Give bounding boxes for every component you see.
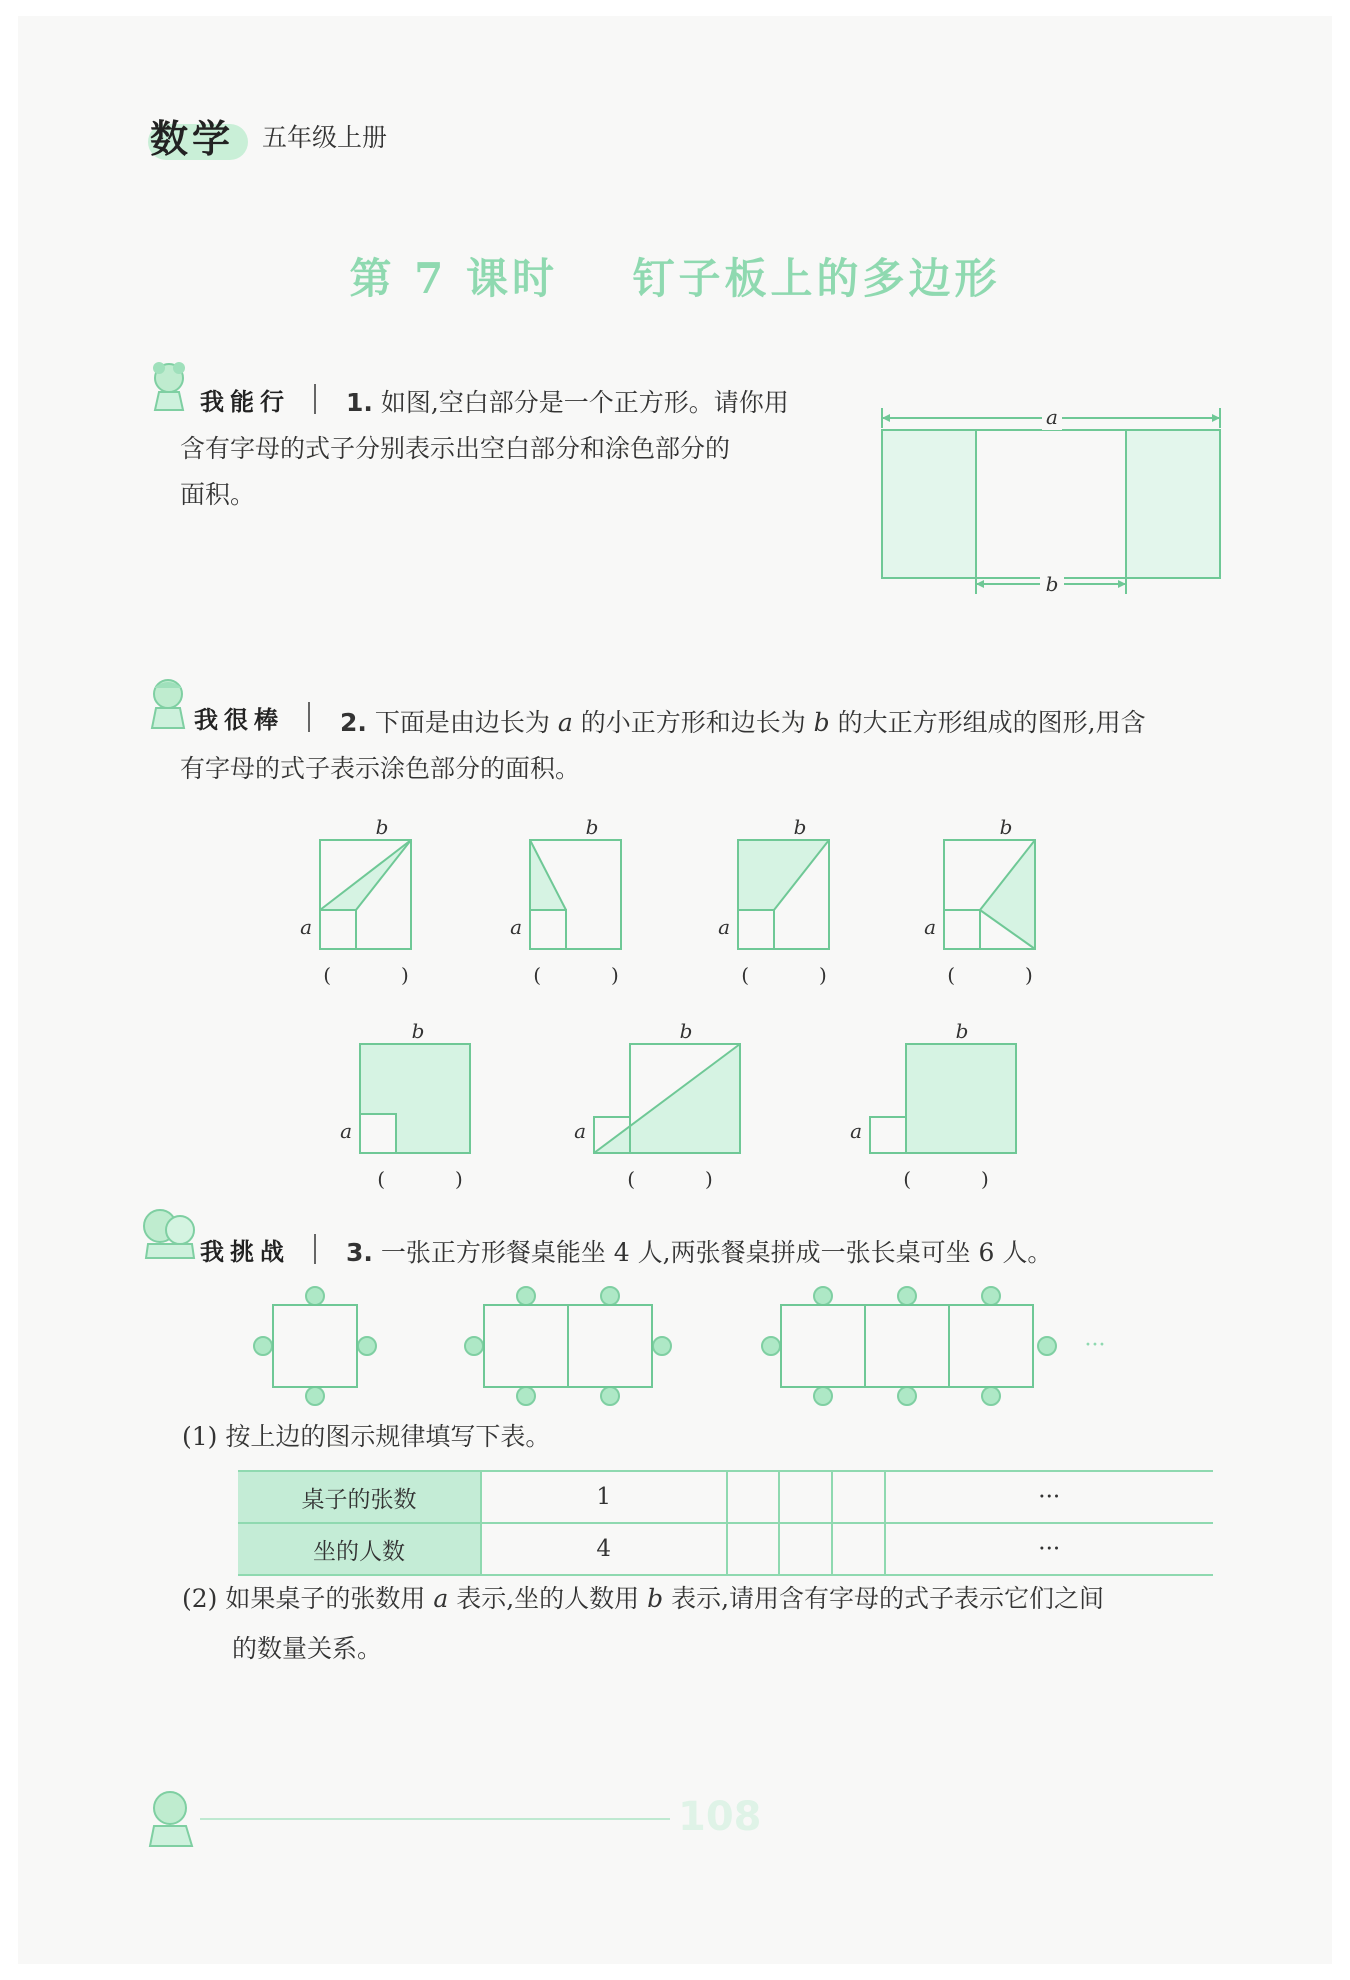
q3-sub2-line2: 的数量关系。 xyxy=(232,1634,383,1663)
table-cell: ··· xyxy=(885,1471,1213,1523)
answer-blank: ( ) xyxy=(741,963,827,987)
lesson-title: 第 7 课时 钉子板上的多边形 xyxy=(349,254,1001,303)
left-shaded-strip xyxy=(882,430,976,578)
q2-figure-6 xyxy=(570,1014,770,1194)
double-table-left xyxy=(484,1305,568,1387)
kids-mascot-icon xyxy=(138,1200,200,1262)
q2-figure-1 xyxy=(296,810,456,990)
footer-rule xyxy=(200,1818,670,1820)
q2-text-part: 的大正方形组成的图形,用含 xyxy=(837,708,1146,737)
q2-var-b: b xyxy=(813,708,830,737)
label-b: b xyxy=(955,1019,969,1043)
table-cell[interactable] xyxy=(727,1523,780,1575)
page-number: 108 xyxy=(678,1794,762,1840)
seating-table xyxy=(238,1470,1213,1576)
label-a: a xyxy=(850,1119,862,1143)
q1-figure xyxy=(870,398,1230,608)
badge-challenge: 我挑战 xyxy=(200,1238,290,1266)
answer-blank: ( ) xyxy=(323,963,409,987)
q2-text-part: 的小正方形和边长为 xyxy=(580,708,806,737)
table-seating-diagram xyxy=(240,1276,1120,1416)
q3-sub2-line1 xyxy=(182,1576,1104,1622)
label-b: b xyxy=(585,815,599,839)
q3-line1 xyxy=(346,1230,1052,1276)
badge-divider xyxy=(314,384,316,414)
label-b: b xyxy=(411,1019,425,1043)
label-a: a xyxy=(340,1119,352,1143)
double-table-right xyxy=(568,1305,652,1387)
footer-mascot-icon xyxy=(140,1786,206,1852)
q3-sub1: (1) 按上边的图示规律填写下表。 xyxy=(182,1422,551,1451)
label-a: a xyxy=(924,915,936,939)
page-background xyxy=(18,16,1332,1964)
q2-figure-2 xyxy=(506,810,666,990)
triple-table-1 xyxy=(781,1305,865,1387)
badge-i-can: 我能行 xyxy=(200,388,290,416)
q1-text-line2: 含有字母的式子分别表示出空白部分和涂色部分的 xyxy=(180,434,731,463)
label-b: b xyxy=(375,815,389,839)
q2-var-a: a xyxy=(557,708,573,737)
q2-figure-5 xyxy=(336,1014,496,1194)
boy-mascot-icon xyxy=(142,676,196,736)
table-cell[interactable] xyxy=(779,1523,832,1575)
label-a: a xyxy=(510,915,522,939)
q3-text: 一张正方形餐桌能坐 4 人,两张餐桌拼成一张长桌可坐 6 人。 xyxy=(380,1238,1053,1267)
single-table xyxy=(273,1305,357,1387)
answer-blank: ( ) xyxy=(533,963,619,987)
q3-sub2-text: 表示,请用含有字母的式子表示它们之间 xyxy=(671,1584,1105,1613)
triple-table-3 xyxy=(949,1305,1033,1387)
badge-great: 我很棒 xyxy=(194,706,284,734)
table-cell[interactable] xyxy=(779,1471,832,1523)
subject-title: 数学 xyxy=(150,117,235,161)
table-row xyxy=(238,1523,1213,1575)
row-header: 桌子的张数 xyxy=(238,1471,481,1523)
q2-line1 xyxy=(340,700,1146,746)
q2-number: 2. xyxy=(340,708,367,737)
answer-blank: ( ) xyxy=(903,1167,989,1191)
table-cell[interactable] xyxy=(832,1523,885,1575)
label-b: b xyxy=(679,1019,693,1043)
girl-mascot-icon xyxy=(145,358,199,418)
blank-square xyxy=(976,430,1126,578)
label-b: b xyxy=(793,815,807,839)
table-cell[interactable] xyxy=(832,1471,885,1523)
q1-text-line1: 如图,空白部分是一个正方形。请你用 xyxy=(380,388,789,417)
label-a: a xyxy=(1046,405,1058,429)
label-a: a xyxy=(574,1119,586,1143)
label-a: a xyxy=(718,915,730,939)
triple-table-2 xyxy=(865,1305,949,1387)
row-header: 坐的人数 xyxy=(238,1523,481,1575)
answer-blank: ( ) xyxy=(947,963,1033,987)
q3-var-b: b xyxy=(647,1584,664,1613)
q1-line1 xyxy=(346,380,866,426)
label-b: b xyxy=(999,815,1013,839)
table-cell: 1 xyxy=(481,1471,727,1523)
q1-number: 1. xyxy=(346,388,373,417)
q1-text-line3: 面积。 xyxy=(180,480,256,509)
answer-blank: ( ) xyxy=(627,1167,713,1191)
right-shaded-strip xyxy=(1126,430,1220,578)
badge-divider xyxy=(314,1234,316,1264)
answer-blank: ( ) xyxy=(377,1167,463,1191)
label-a: a xyxy=(300,915,312,939)
q3-number: 3. xyxy=(346,1238,373,1267)
q2-text-line2: 有字母的式子表示涂色部分的面积。 xyxy=(180,754,581,783)
q2-text-part: 下面是由边长为 xyxy=(374,708,550,737)
table-row xyxy=(238,1471,1213,1523)
table-cell: 4 xyxy=(481,1523,727,1575)
q3-sub2-text: 表示,坐的人数用 xyxy=(456,1584,640,1613)
q2-figure-4 xyxy=(920,810,1080,990)
diagram-ellipsis: ··· xyxy=(1084,1333,1106,1358)
table-cell[interactable] xyxy=(727,1471,780,1523)
table-cell: ··· xyxy=(885,1523,1213,1575)
q2-figure-7 xyxy=(846,1014,1046,1194)
badge-divider xyxy=(308,702,310,732)
q3-sub2-text: (2) 如果桌子的张数用 xyxy=(182,1584,426,1613)
q2-figure-3 xyxy=(714,810,874,990)
q3-var-a: a xyxy=(433,1584,449,1613)
label-b: b xyxy=(1045,572,1059,596)
grade-label: 五年级上册 xyxy=(262,123,388,152)
